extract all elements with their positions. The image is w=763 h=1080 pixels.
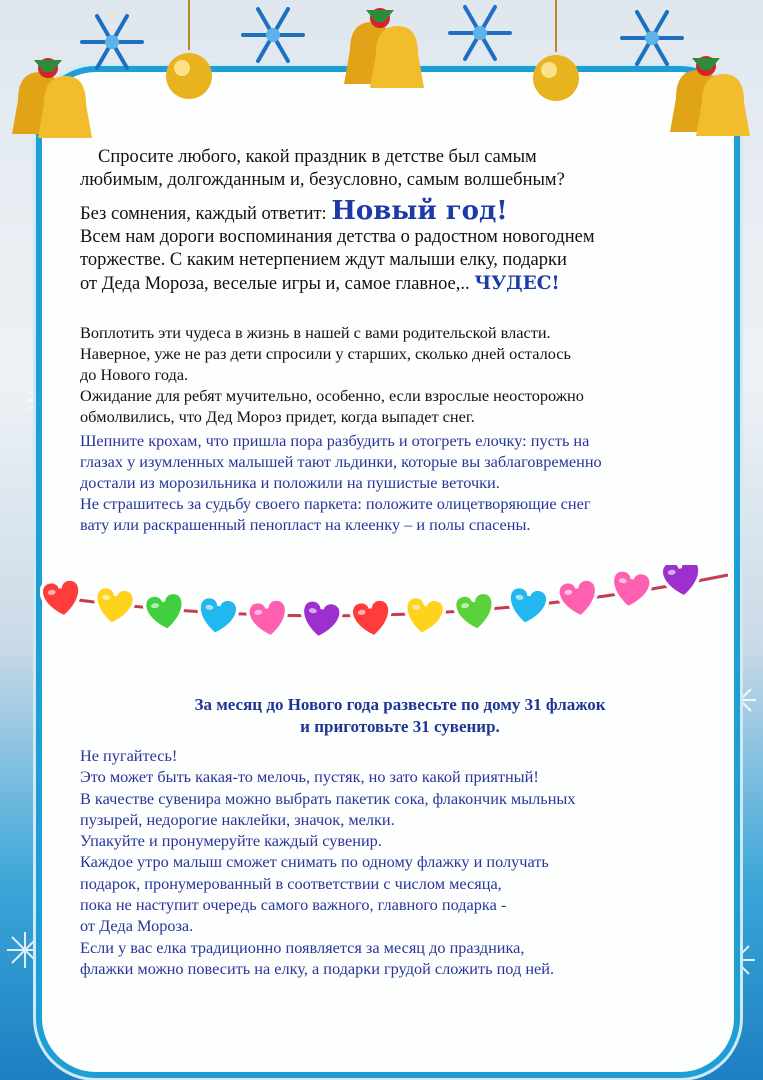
paragraph-1 — [80, 322, 730, 427]
paragraph-line: Не пугайтесь! — [80, 746, 178, 765]
heart-icon — [299, 599, 343, 641]
answer-line: Всем нам дороги воспоминания детства о радостном новогоднем — [80, 227, 595, 247]
heading-line: За месяц до Нового года развесьте по дому 31 флажок — [194, 695, 606, 714]
answer-paragraph — [80, 196, 720, 296]
paragraph-line: глазах у изумленных малышей тают льдинки, которые вы заблаговременно — [80, 452, 602, 471]
miracles-highlight: ЧУДЕС! — [474, 273, 560, 294]
paragraph-line: Не страшитесь за судьбу своего паркета: положите олицетворяющие снег — [80, 494, 591, 513]
paragraph-2 — [80, 430, 730, 535]
heart-icon — [196, 595, 240, 637]
heart-icon — [557, 578, 601, 620]
heart-icon — [143, 591, 187, 633]
answer-lead: Без сомнения, каждый ответит: — [80, 204, 332, 224]
heart-icon — [40, 578, 83, 620]
new-year-highlight: Новый год! — [331, 196, 508, 226]
paragraph-line: Каждое утро малыш сможет снимать по одному флажку и получать — [80, 852, 549, 872]
heart-icon — [453, 591, 497, 633]
paragraph-line: пузырей, недорогие наклейки, значок, мелки. — [80, 809, 395, 829]
paragraph-line: пока не наступит очередь самого важного, главного подарка - — [80, 895, 507, 915]
section-heading — [80, 694, 720, 738]
paragraph-line: обмолвились, что Дед Мороз придет, когда выпадет снег. — [80, 407, 475, 426]
answer-line: от Деда Мороза, веселые игры и, самое главное,.. — [80, 274, 475, 294]
heart-icon — [247, 598, 291, 640]
paragraph-line: Если у вас елка традиционно появляется за месяц до праздника, — [80, 937, 525, 957]
intro-line: Спросите любого, какой праздник в детстве был самым — [98, 147, 537, 167]
heading-line: и приготовьте 31 сувенир. — [300, 717, 500, 736]
paragraph-line: Ожидание для ребят мучительно, особенно, если взрослые неосторожно — [80, 386, 584, 405]
paragraph-line: В качестве сувенира можно выбрать пакетик сока, флакончик мыльных — [80, 788, 576, 808]
paragraph-line: Воплотить эти чудеса в жизнь в нашей с вами родительской власти. — [80, 323, 551, 342]
heart-icon — [92, 585, 136, 627]
paragraph-line: до Нового года. — [80, 365, 189, 384]
paragraph-line: достали из морозильника и положили на пушистые веточки. — [80, 473, 500, 492]
paragraph-line: от Деда Мороза. — [80, 916, 194, 936]
paragraph-line: Это может быть какая-то мелочь, пустяк, но зато какой приятный! — [80, 767, 539, 787]
heart-icon — [660, 565, 704, 600]
answer-line: торжестве. С каким нетерпением ждут малыши елку, подарки — [80, 250, 567, 270]
paragraph-line: Наверное, уже не раз дети спросили у старших, сколько дней осталось — [80, 344, 571, 363]
paragraph-line: вату или раскрашенный пенопласт на клеенку – и полы спасены. — [80, 515, 531, 534]
paragraph-line: подарок, пронумерованный в соответствии с числом месяца, — [80, 873, 502, 893]
heart-garland — [40, 565, 730, 675]
intro-line: любимым, долгожданным и, безусловно, самым волшебным? — [80, 170, 565, 190]
paragraph-line: Упакуйте и пронумеруйте каждый сувенир. — [80, 831, 382, 851]
paragraph-3 — [80, 745, 730, 979]
heart-icon — [506, 585, 550, 627]
paragraph-line: Шепните крохам, что пришла пора разбудить и отогреть елочку: пусть на — [80, 431, 590, 450]
heart-icon — [609, 569, 653, 611]
heart-icon — [402, 595, 446, 637]
heart-icon — [350, 598, 394, 640]
bell-icon — [12, 8, 750, 138]
paragraph-line: флажки можно повесить на елку, а подарки грудой сложить под ней. — [80, 958, 555, 978]
top-decorations — [0, 0, 763, 170]
intro-paragraph — [80, 146, 700, 192]
